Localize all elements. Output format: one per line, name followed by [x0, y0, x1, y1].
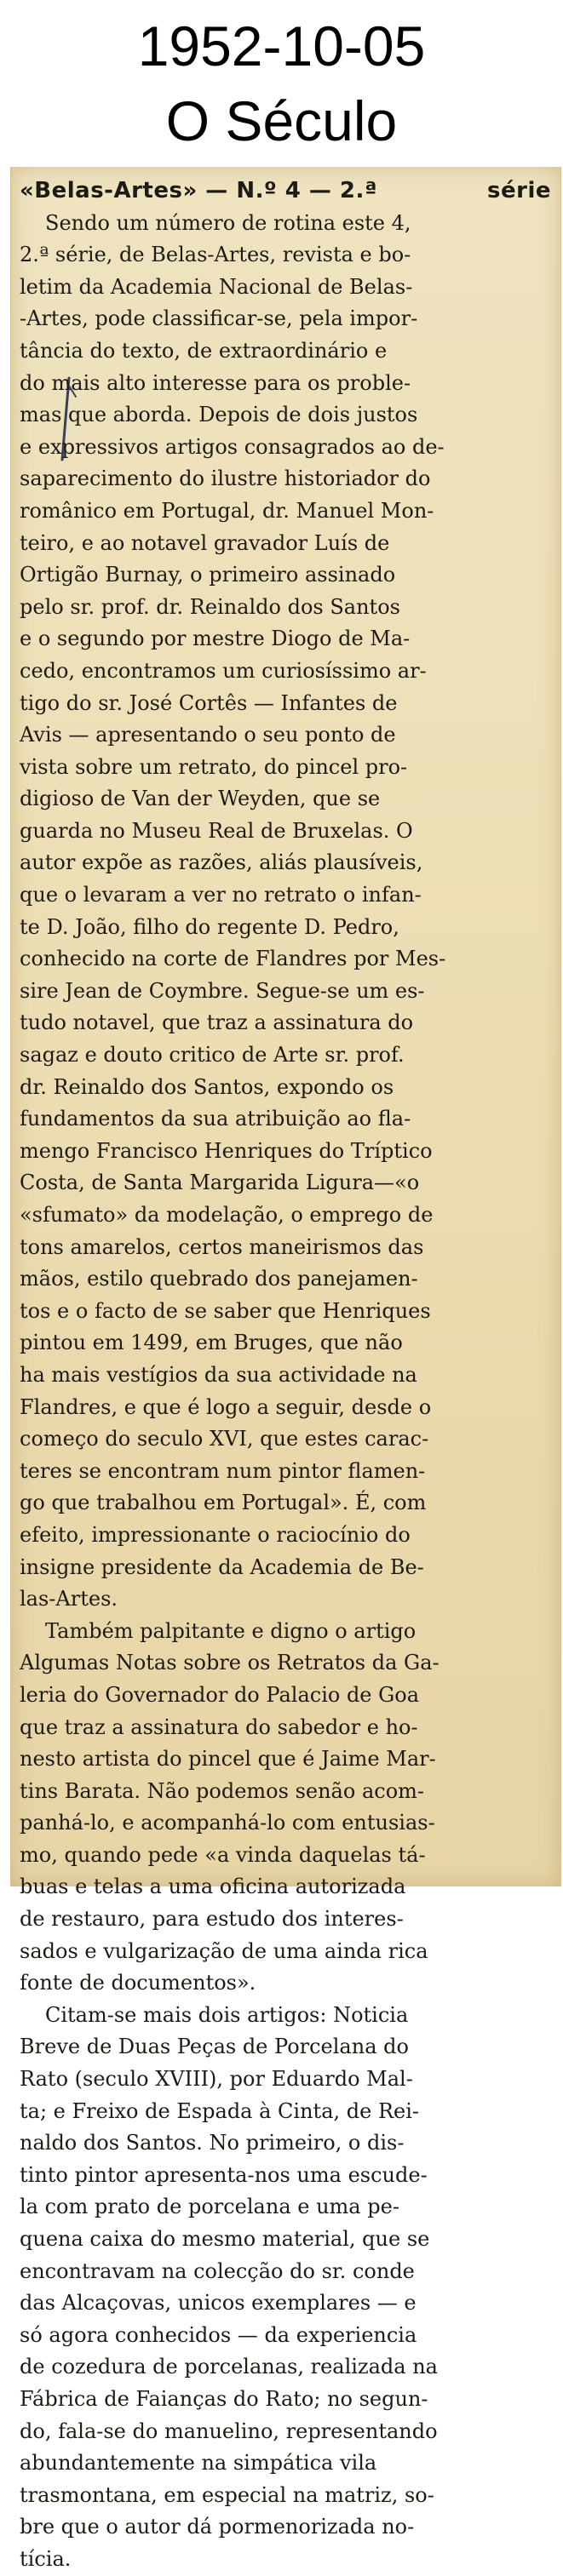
article-line: insigne presidente da Academia de Be-	[20, 1554, 424, 1579]
article-line: naldo dos Santos. No primeiro, o dis-	[20, 2131, 405, 2155]
article-headline	[20, 175, 551, 208]
article-line: las-Artes.	[20, 1587, 118, 1611]
article-line: bre que o autor dá pormenorizada no-	[20, 2515, 415, 2539]
article-line: teiro, e ao notavel gravador Luís de	[20, 530, 390, 555]
article-line: abundantemente na simpática vila	[20, 2451, 377, 2476]
article-line: conhecido na corte de Flandres por Mes-	[20, 947, 446, 971]
article-line: do mais alto interesse para os proble-	[20, 370, 411, 395]
article-line: autor expõe as razões, aliás plausíveis,	[20, 850, 423, 875]
headline-series: série	[487, 178, 551, 203]
article-line: te D. João, filho do regente D. Pedro,	[20, 914, 399, 939]
article-line: Breve de Duas Peças de Porcelana do	[20, 2035, 409, 2059]
article-line: teres se encontram num pintor flamen-	[20, 1458, 426, 1483]
article-line: Algumas Notas sobre os Retratos da Ga-	[20, 1651, 439, 1675]
article-line: 2.ª série, de Belas-Artes, revista e bo-	[20, 243, 411, 267]
article-line: Também palpitante e digno o artigo	[45, 1618, 417, 1643]
article-line: efeito, impressionante o raciocínio do	[20, 1522, 411, 1547]
article-line: Costa, de Santa Margarida Ligura—«o	[20, 1171, 420, 1195]
article-body	[20, 175, 551, 2576]
article-line: Sendo um número de rotina este 4,	[45, 210, 411, 235]
article-line: dr. Reinaldo dos Santos, expondo os	[20, 1074, 394, 1099]
article-line: sagaz e douto critico de Arte sr. prof.	[20, 1043, 405, 1068]
article-line: mo, quando pede «a vinda daquelas tá-	[20, 1842, 426, 1867]
article-line: começo do seculo XVI, que estes carac-	[20, 1427, 429, 1451]
article-line: pelo sr. prof. dr. Reinaldo dos Santos	[20, 594, 400, 619]
article-line: cedo, encontramos um curiosíssimo ar-	[20, 658, 427, 683]
article-line: guarda no Museu Real de Bruxelas. O	[20, 818, 413, 843]
article-line: só agora conhecidos — da experiencia	[20, 2322, 417, 2347]
article-line: vista sobre um retrato, do pincel pro-	[20, 754, 408, 779]
article-line: digioso de Van der Weyden, que se	[20, 787, 381, 811]
headline-title: «Belas-Artes» — N.º 4 — 2.ª	[20, 178, 378, 203]
article-line: saparecimento do ilustre historiador do	[20, 467, 431, 491]
article-line: nesto artista do pincel que é Jaime Mar-	[20, 1747, 436, 1772]
article-line: leria do Governador do Palacio de Goa	[20, 1682, 420, 1707]
article-line: Citam-se mais dois artigos: Noticia	[45, 2002, 409, 2027]
article-line: mengo Francisco Henriques do Tríptico	[20, 1138, 433, 1163]
article-line: que o levaram a ver no retrato o infan-	[20, 883, 422, 907]
article-line: tins Barata. Não podemos senão acom-	[20, 1778, 425, 1803]
article-line: mãos, estilo quebrado dos panejamen-	[20, 1267, 418, 1291]
article-line: do, fala-se do manuelino, representando	[20, 2419, 438, 2443]
article-line: encontravam na colecção do sr. conde	[20, 2258, 415, 2283]
article-line: sire Jean de Coymbre. Segue-se um es-	[20, 978, 425, 1003]
article-line: Avis — apresentando o seu ponto de	[20, 723, 396, 747]
article-line: Fábrica de Faianças do Rato; no segun-	[20, 2386, 428, 2411]
article-line: panhá-lo, e acompanhá-lo com entusias-	[20, 1811, 435, 1835]
article-line: das Alcaçovas, unicos exemplares — e	[20, 2291, 417, 2316]
article-line: tinto pintor apresenta-nos uma escude-	[20, 2162, 428, 2187]
article-line: e o segundo por mestre Diogo de Ma-	[20, 627, 411, 651]
article-line: de cozedura de porcelanas, realizada na	[20, 2355, 438, 2379]
article-line: go que trabalhou em Portugal». É, com	[20, 1491, 427, 1515]
article-line: e expressivos artigos consagrados ao de-	[20, 434, 445, 459]
article-line: tons amarelos, certos maneirismos das	[20, 1234, 424, 1259]
article-line: quena caixa do mesmo material, que se	[20, 2227, 430, 2251]
article-line: ha mais vestígios da sua actividade na	[20, 1362, 417, 1387]
article-line: «sfumato» da modelação, o emprego de	[20, 1203, 434, 1227]
article-line: tos e o facto de se saber que Henriques	[20, 1298, 431, 1323]
article-line: Flandres, e que é logo a seguir, desde o	[20, 1394, 432, 1419]
article-line: tudo notavel, que traz a assinatura do	[20, 1010, 414, 1035]
newspaper-clipping	[10, 167, 561, 2571]
article-line: pintou em 1499, em Bruges, que não	[20, 1331, 403, 1355]
article-line: buas e telas a uma oficina autorizada	[20, 1875, 406, 1899]
article-text	[20, 208, 551, 2576]
article-line: Ortigão Burnay, o primeiro assinado	[20, 563, 396, 587]
article-line: trasmontana, em especial na matriz, so-	[20, 2482, 434, 2507]
article-line: tícia.	[20, 2546, 72, 2571]
article-line: la com prato de porcelana e uma pe-	[20, 2195, 399, 2219]
article-line: -Artes, pode classificar-se, pela impor-	[20, 306, 418, 331]
article-line: ta; e Freixo de Espada à Cinta, de Rei-	[20, 2098, 420, 2123]
article-line: de restauro, para estudo dos interes-	[20, 1907, 404, 1932]
article-line: mas que aborda. Depois de dois justos	[20, 403, 418, 427]
clipping-date: 1952-10-05	[137, 14, 426, 77]
article-line: tigo do sr. José Cortês — Infantes de	[20, 690, 398, 715]
article-line: letim da Academia Nacional de Belas-	[20, 274, 413, 299]
article-line: fonte de documentos».	[20, 1971, 256, 1995]
article-line: Rato (seculo XVIII), por Eduardo Mal-	[20, 2067, 413, 2092]
publication-name: O Século	[165, 89, 398, 152]
article-line: românico em Portugal, dr. Manuel Mon-	[20, 498, 434, 523]
article-line: fundamentos da sua atribuição ao fla-	[20, 1107, 411, 1131]
page-header	[0, 0, 563, 162]
article-line: que traz a assinatura do sabedor e ho-	[20, 1714, 418, 1739]
article-line: tância do texto, de extraordinário e	[20, 338, 388, 363]
article-line: sados e vulgarização de uma ainda rica	[20, 1938, 428, 1963]
